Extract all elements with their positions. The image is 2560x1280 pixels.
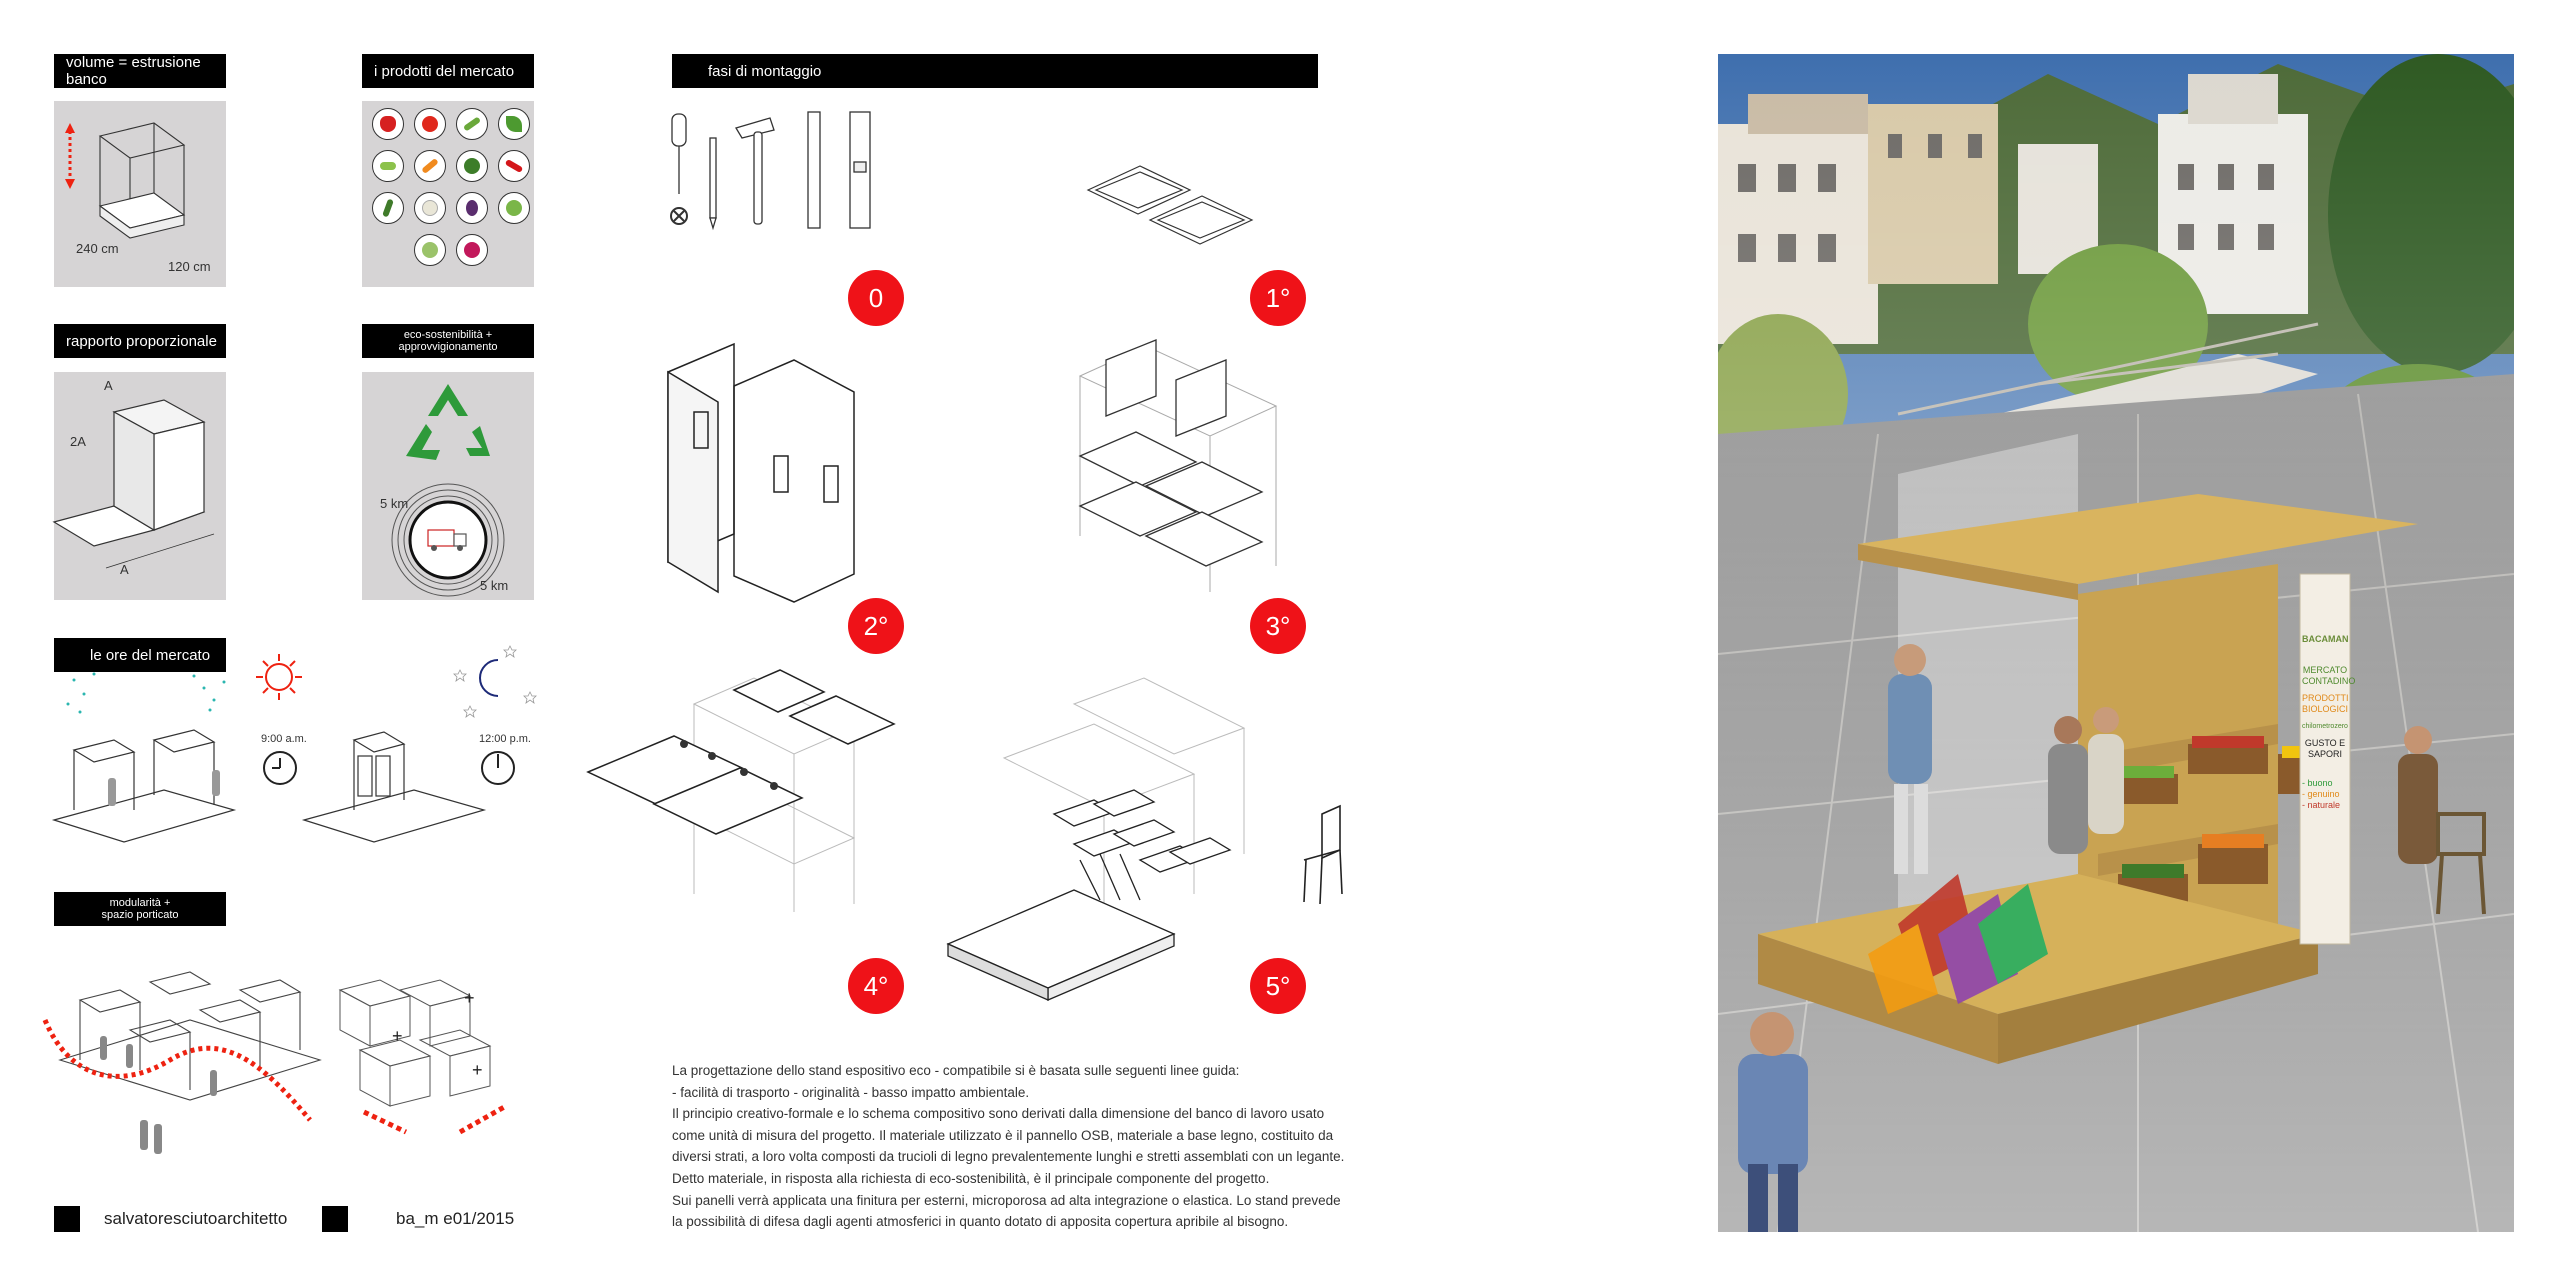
sign-line: GUSTO E (2304, 738, 2346, 748)
svg-text:+: + (472, 1060, 483, 1080)
footer-author: salvatoresciutoarchitetto (104, 1209, 288, 1228)
step-2-drawing (664, 336, 884, 606)
panel-header-assembly: fasi di montaggio (672, 54, 1318, 88)
lettuce-icon (498, 192, 530, 224)
panel-header-products: i prodotti del mercato (362, 54, 534, 88)
radish-icon (456, 234, 488, 266)
step-4-drawing (584, 664, 894, 914)
tomato-icon (414, 108, 446, 140)
time-morning-label: 9:00 a.m. (261, 733, 307, 745)
sign-line: SAPORI (2307, 749, 2342, 759)
time-noon-label: 12:00 p.m. (479, 733, 531, 745)
bean-icon (456, 108, 488, 140)
description-line: Il principio creativo-formale e lo schema compositivo sono derivati dalla dimensione del banco di lavoro usato (672, 1106, 1325, 1122)
proportion-drawing (54, 372, 226, 600)
footer-code: ba_m e01/2015 (396, 1209, 515, 1228)
step-5-badge: 5° (1250, 958, 1306, 1014)
description-line: come unità di misura del progetto. Il materiale utilizzato è il pannello OSB, materiale a base legno, costituito da (672, 1127, 1334, 1143)
clock-morning-icon (262, 750, 298, 786)
proportion-label-2a: 2A (70, 434, 86, 449)
footer-square-2 (322, 1206, 348, 1232)
step-2-badge: 2° (848, 598, 904, 654)
step-0-badge: 0 (848, 270, 904, 326)
dimension-120: 120 cm (168, 259, 211, 274)
step-1-badge: 1° (1250, 270, 1306, 326)
proportion-diagram (54, 372, 226, 600)
sign-line: - buono (2302, 778, 2333, 788)
description-line: - facilità di trasporto - originalità - basso impatto ambientale. (672, 1084, 1030, 1100)
stand-render-image (1718, 54, 2514, 1232)
panel-header-modularity (54, 892, 226, 926)
volume-diagram (54, 101, 226, 287)
eco-panel (362, 372, 534, 600)
svg-text:+: + (392, 1026, 403, 1046)
broccoli-icon (456, 150, 488, 182)
eggplant-icon (456, 192, 488, 224)
stand-sign (2302, 634, 2356, 811)
description-line: diversi strati, a loro volta composti da trucioli di legno prevalentemente lunghi e stretti assemblati con un legante. (672, 1149, 1345, 1165)
svg-text:+: + (464, 988, 475, 1008)
step-3-badge: 3° (1250, 598, 1306, 654)
dimension-240: 240 cm (76, 241, 119, 256)
leaf-icon (498, 108, 530, 140)
step-5-drawing (944, 664, 1364, 1004)
carrot-icon (414, 150, 446, 182)
description-line: Detto materiale, in risposta alla richiesta di eco-sostenibilità, è il principale componente del progetto. (672, 1170, 1270, 1186)
footer-square-1 (54, 1206, 80, 1232)
description-line: la possibilità di difesa dagli agenti atmosferici in quanto dotato di apposita copertura apribile al bisogno. (672, 1214, 1289, 1230)
panel-header-eco (362, 324, 534, 358)
modularity-header-line2: spazio porticato (101, 909, 179, 921)
proportion-label-a-top: A (104, 378, 113, 393)
tools-drawing (666, 108, 886, 232)
panel-header-hours: le ore del mercato (54, 638, 226, 672)
sign-line: - genuino (2302, 789, 2340, 799)
km-label-bottom: 5 km (480, 578, 509, 593)
step-1-drawing (1080, 150, 1280, 270)
pea-icon (372, 150, 404, 182)
panel-header-volume: volume = estrusione banco (54, 54, 226, 88)
panel-header-proportion: rapporto proporzionale (54, 324, 226, 358)
chili-icon (498, 150, 530, 182)
eco-header-line2: approvvigionamento (398, 341, 498, 353)
zucchini-icon (372, 192, 404, 224)
render-scene (1718, 54, 2514, 1232)
step-4-badge: 4° (848, 958, 904, 1014)
description-line: La progettazione dello stand espositivo eco - compatibile si è basata sulle seguenti linee guida: (672, 1063, 1240, 1078)
sign-line: chilometrozero (2302, 723, 2348, 730)
product-icons-grid (372, 108, 528, 266)
description-line: Sui panelli verrà applicata una finitura per esterni, microporosa ad alta integrazione o elastica. Lo stand prevede (672, 1192, 1341, 1208)
cabbage-icon (414, 234, 446, 266)
km-label-top: 5 km (380, 496, 409, 511)
moon-icon (450, 640, 540, 720)
eco-header-line1: eco-sostenibilità + (403, 329, 493, 341)
proportion-label-a-bottom: A (120, 562, 129, 577)
sign-line: - naturale (2302, 800, 2341, 810)
modularity-drawing (40, 940, 560, 1180)
recycle-icon (362, 372, 534, 600)
pepper-icon (372, 108, 404, 140)
sun-icon (254, 652, 304, 702)
sign-line: PRODOTTI (2302, 693, 2349, 703)
cauliflower-icon (414, 192, 446, 224)
sign-line: CONTADINO (2302, 676, 2356, 686)
sign-line: BIOLOGICI (2302, 704, 2349, 714)
step-3-drawing (1076, 336, 1296, 596)
stand-brand: BACAMAN (2302, 634, 2349, 644)
sign-line: MERCATO (2302, 665, 2348, 675)
modularity-header-line1: modularità + (109, 897, 171, 909)
project-description (672, 1060, 1352, 1233)
clock-noon-icon (480, 750, 516, 786)
